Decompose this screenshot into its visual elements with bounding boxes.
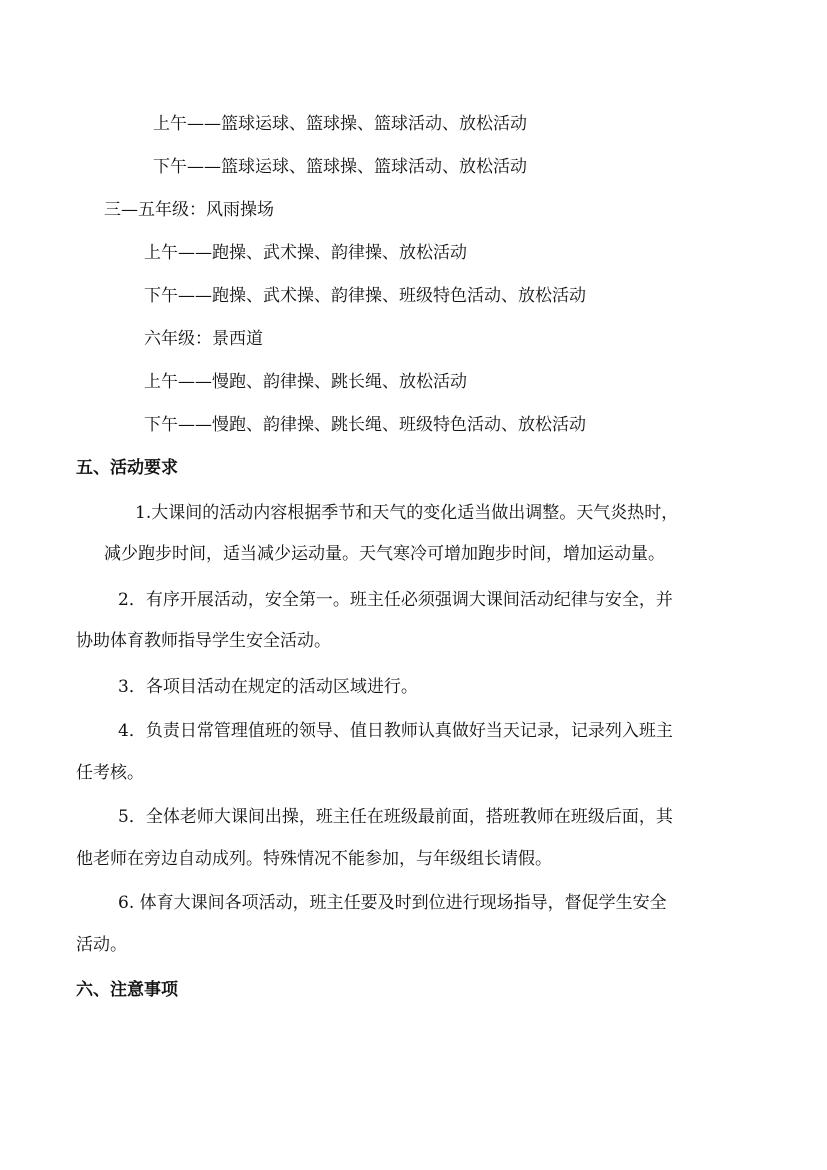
grade12-afternoon-line: 下午——篮球运球、篮球操、篮球活动、放松活动 (153, 157, 527, 177)
requirement-5-line1: 5．全体老师大课间出操，班主任在班级最前面，搭班教师在班级后面，其 (118, 807, 673, 827)
requirement-2-line2: 协助体育教师指导学生安全活动。 (76, 631, 331, 651)
section-5-heading: 五、活动要求 (76, 458, 178, 478)
grade35-title: 三—五年级：风雨操场 (104, 200, 274, 220)
requirement-1-line1: 1.大课间的活动内容根据季节和天气的变化适当做出调整。天气炎热时， (135, 503, 679, 523)
grade35-afternoon-line: 下午——跑操、武术操、韵律操、班级特色活动、放松活动 (144, 286, 586, 306)
requirement-5-line2: 他老师在旁边自动成列。特殊情况不能参加，与年级组长请假。 (76, 849, 552, 869)
requirement-4-line1: 4．负责日常管理值班的领导、值日教师认真做好当天记录，记录列入班主 (118, 721, 673, 741)
section-6-heading: 六、注意事项 (76, 980, 178, 1000)
requirement-1-line2: 减少跑步时间，适当减少运动量。天气寒冷可增加跑步时间，增加运动量。 (104, 544, 665, 564)
requirement-2-line1: 2．有序开展活动，安全第一。班主任必须强调大课间活动纪律与安全，并 (118, 590, 673, 610)
requirement-6-line2: 活动。 (76, 935, 127, 955)
grade6-afternoon-line: 下午——慢跑、韵律操、跳长绳、班级特色活动、放松活动 (144, 415, 586, 435)
grade35-morning-line: 上午——跑操、武术操、韵律操、放松活动 (144, 243, 467, 263)
requirement-6-line1: 6. 体育大课间各项活动，班主任要及时到位进行现场指导，督促学生安全 (118, 893, 667, 913)
grade6-morning-line: 上午——慢跑、韵律操、跳长绳、放松活动 (144, 372, 467, 392)
grade12-morning-line: 上午——篮球运球、篮球操、篮球活动、放松活动 (153, 114, 527, 134)
requirement-3-line1: 3．各项目活动在规定的活动区域进行。 (118, 677, 418, 697)
grade6-title: 六年级：景西道 (144, 329, 263, 349)
requirement-4-line2: 任考核。 (76, 763, 144, 783)
